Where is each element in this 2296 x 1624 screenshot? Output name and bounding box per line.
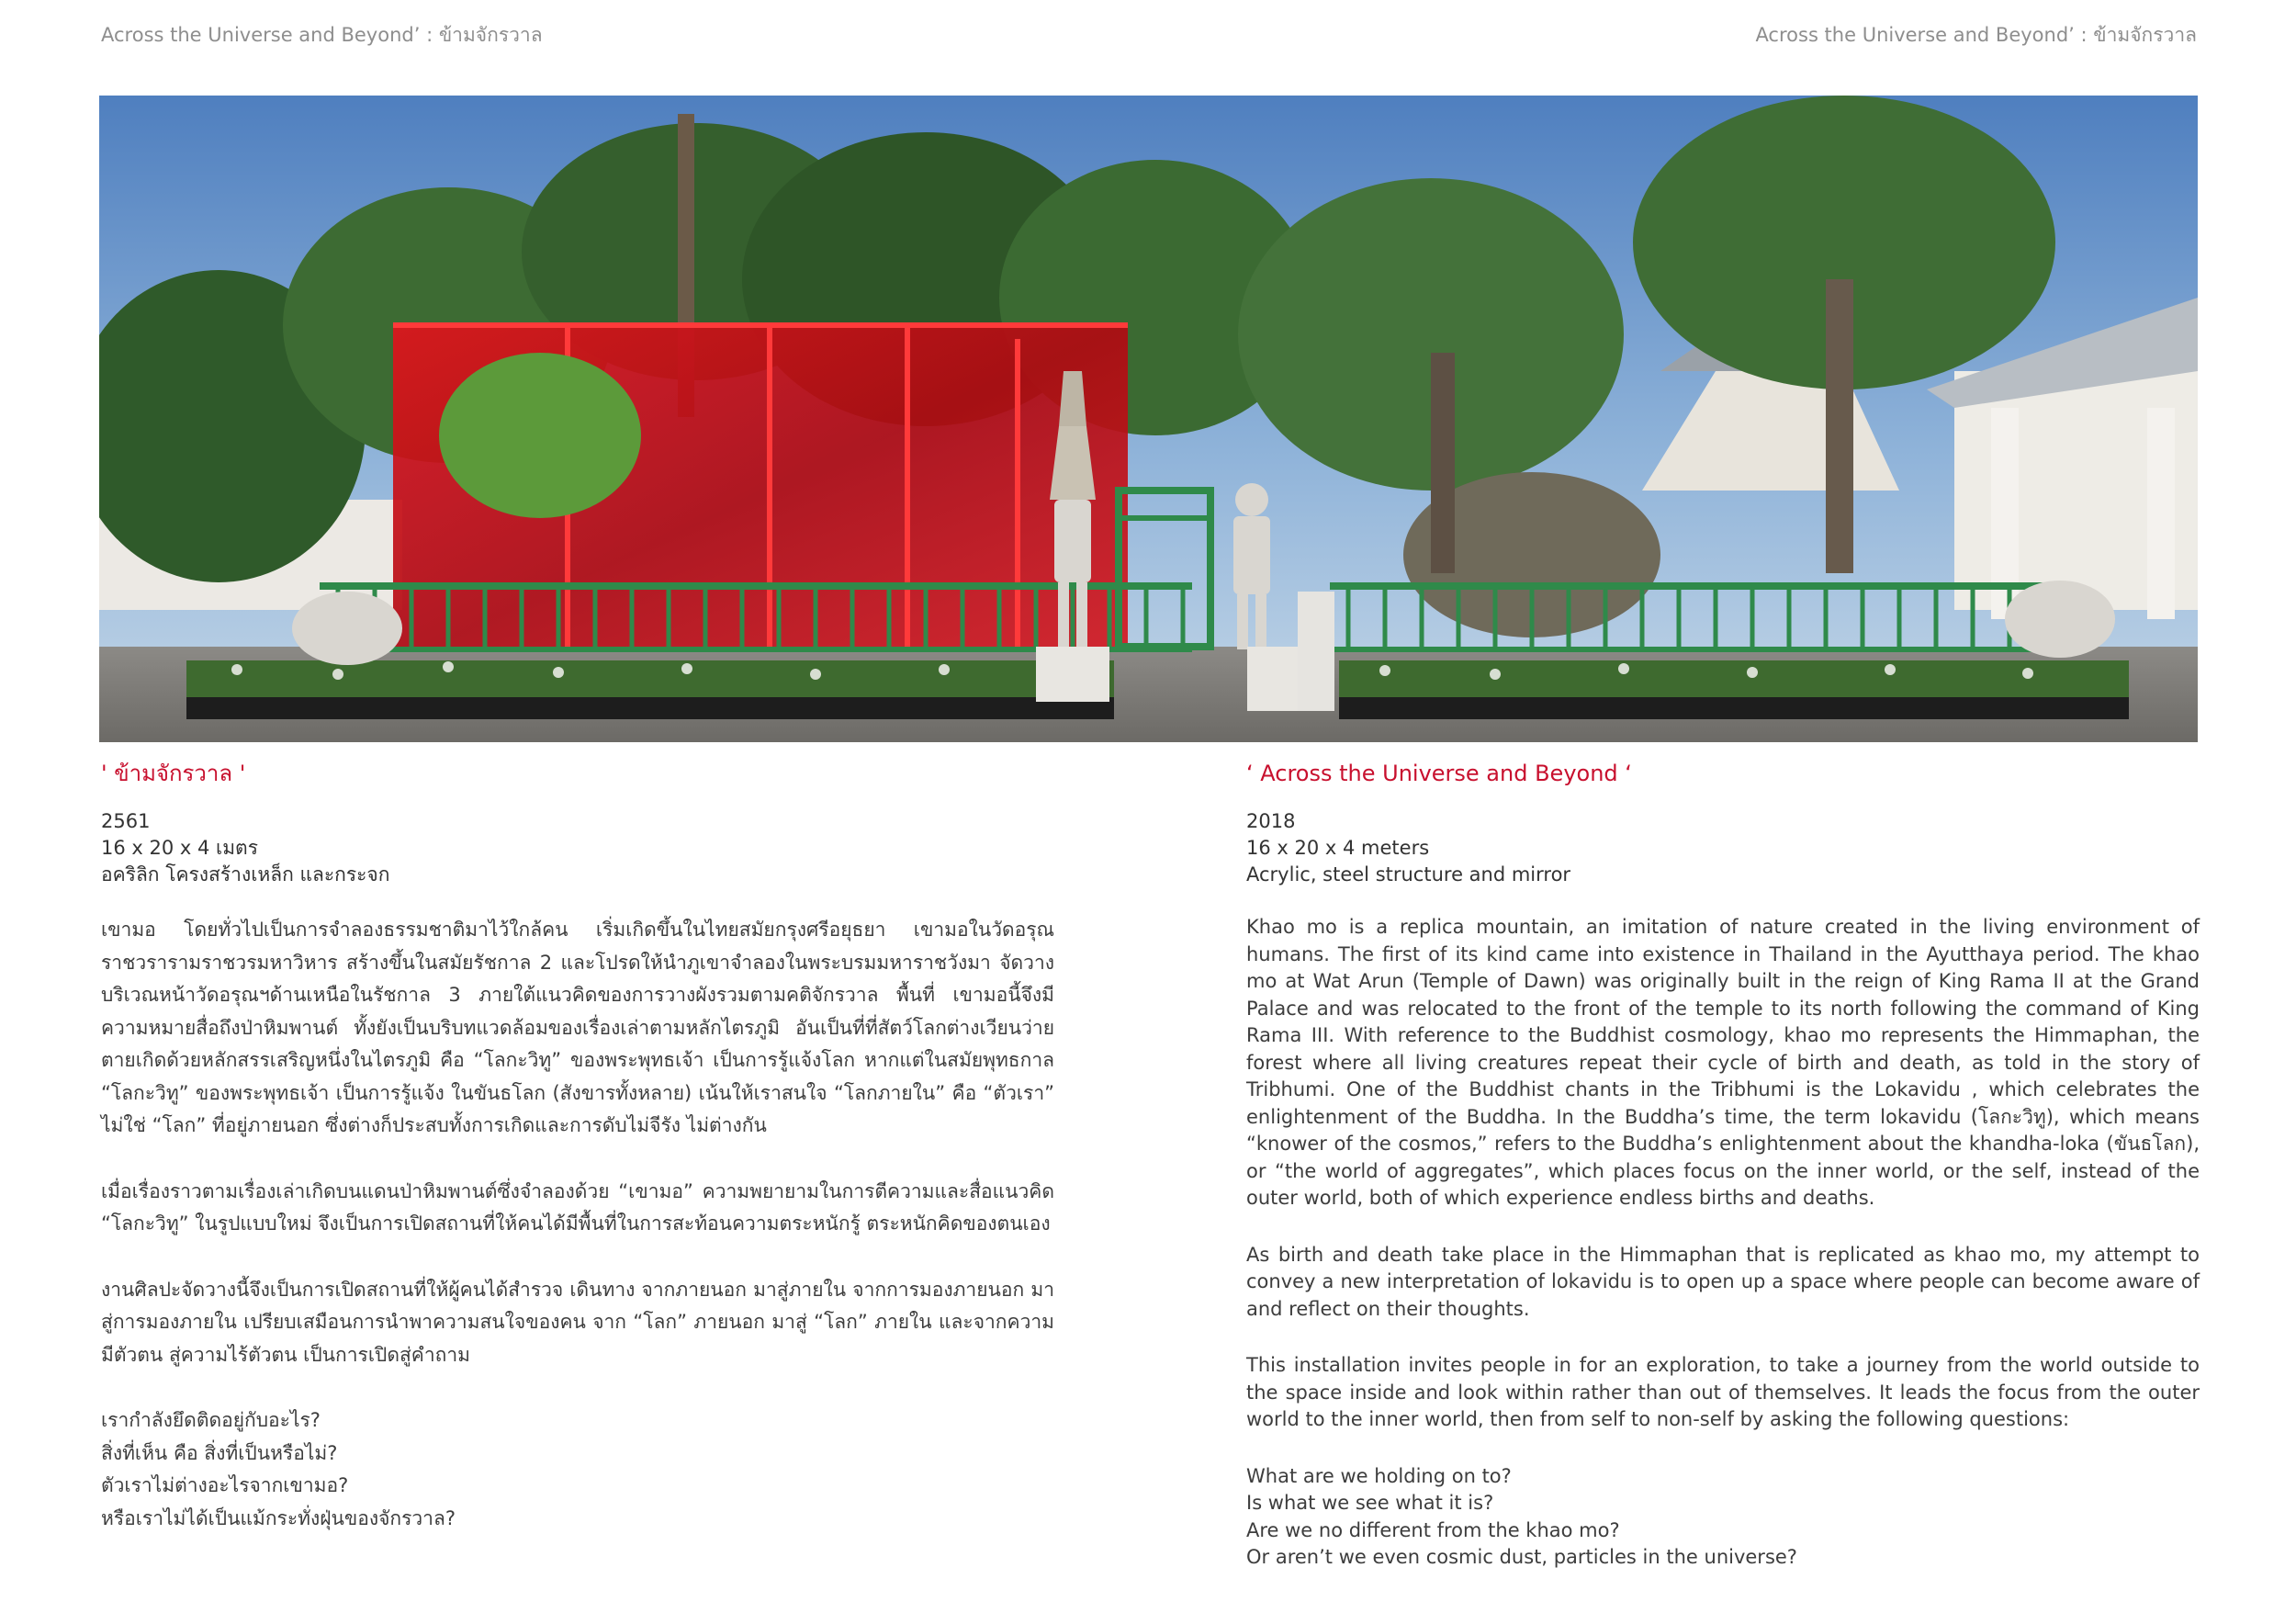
artwork-materials: อคริลิก โครงสร้างเหล็ก และกระจก (101, 863, 390, 885)
question-item: Are we no different from the khao mo? (1246, 1518, 1620, 1541)
question-item: Is what we see what it is? (1246, 1492, 1494, 1514)
artwork-title-thai: ' ข้ามจักรวาล ' (101, 761, 246, 786)
question-item: สิ่งที่เห็น คือ สิ่งที่เป็นหรือไม่? (101, 1441, 338, 1464)
running-head-left: Across the Universe and Beyond’ : ข้ามจักรวาล (101, 24, 543, 46)
artwork-meta-thai (101, 808, 1054, 888)
body-paragraph: เขามอ โดยทั่วไปเป็นการจำลองธรรมชาติมาไว้ใกล้คน เริ่มเกิดขึ้นในไทยสมัยกรุงศรีอยุธยา เขามอในวัดอรุณราชวรารามราชวรมหาวิหาร สร้างขึ้นในสมัยรัชกาล 2 และโปรดให้นำภูเขาจำลองในพระบรมมหาราชวังมา จัดวางบริเวณหน้าวัดอรุณฯด้านเหนือในรัชกาล 3 ภายใต้แนวคิดของการวางผังรวมตามคติจักรวาล พื้นที่ เขามอนี้จึงมีความหมายสื่อถึงป่าหิมพานต์ ทั้งยังเป็นบริบทแวดล้อมของเรื่องเล่าตามหลักไตรภูมิ อันเป็นที่ที่สัตว์โลกต่างเวียนว่ายตายเกิดด้วยหลักสรรเสริญหนึ่งในไตรภูมิ คือ “โลกะวิทู” ของพระพุทธเจ้า เป็นการรู้แจ้งโลก หากแต่ในสมัยพุทธกาล “โลกะวิทู” ของพระพุทธเจ้า เป็นการรู้แจ้ง ในขันธโลก (สังขารทั้งหลาย) เน้นให้เราสนใจ “โลกภายใน” คือ “ตัวเรา” ไม่ใช่ “โลก” ที่อยู่ภายนอก ซึ่งต่างก็ประสบทั้งการเกิดและการดับไม่จีรัง ไม่ต่างกัน (101, 919, 1054, 1136)
artwork-dimensions: 16 x 20 x 4 meters (1246, 837, 1430, 859)
installation-photo (99, 96, 2198, 742)
question-item: What are we holding on to? (1246, 1464, 1512, 1487)
artwork-meta-english (1246, 808, 2200, 888)
body-paragraph: เมื่อเรื่องราวตามเรื่องเล่าเกิดบนแดนป่าหิมพานต์ซึ่งจำลองด้วย “เขามอ” ความพยายามในการตีความและสื่อแนวคิด “โลกะวิทู” ในรูปแบบใหม่ จึงเป็นการเปิดสถานที่ให้คนได้มีพื้นที่ในการสะท้อนความตระหนักรู้ ตระหนักคิดของตนเอง (101, 1179, 1054, 1235)
body-paragraph: As birth and death take place in the Himmaphan that is replicated as khao mo, my attempt to convey a new interpretation of lokavidu is to open up a space where people can become aware of and reflect on their thoughts. (1246, 1243, 2200, 1320)
body-paragraph: Khao mo is a replica mountain, an imitation of nature created in the living environment of humans. The first of its kind came into existence in Thailand in the Ayutthaya period. The khao mo at Wat Arun (Temple of Dawn) was originally built in the reign of King Rama II at the Grand Palace and was relocated to the front of the temple to its north following the command of King Rama III. With reference to the Buddhist cosmology, khao mo represents the Himmaphan, the forest where all living creatures repeat their cycle of birth and death, as told in the story of Tribhumi. One of the Buddhist chants in the Tribhumi is the Lokavidu , which celebrates the enlightenment of the Buddha. In the Buddha’s time, the term lokavidu (โลกะวิทู), which means “knower of the cosmos,” refers to the Buddha’s enlightenment about the khandha-loka (ขันธโลก), or “the world of aggregates”, which places focus on the inner world, or the self, instead of the outer world, both of which experience endless births and deaths. (1246, 916, 2200, 1209)
artwork-materials: Acrylic, steel structure and mirror (1246, 863, 1571, 885)
body-paragraph: งานศิลปะจัดวางนี้จึงเป็นการเปิดสถานที่ให้ผู้คนได้สำรวจ เดินทาง จากภายนอก มาสู่ภายใน จากการมองภายนอก มาสู่การมองภายใน เปรียบเสมือนการนำพาความสนใจของคน จาก “โลก” ภายนอก มาสู่ “โลก” ภายใน และจากความมีตัวตน สู่ความไร้ตัวตน เป็นการเปิดสู่คำถาม (101, 1278, 1054, 1366)
artwork-year: 2561 (101, 810, 151, 832)
thai-column (101, 759, 1054, 1535)
question-list (1246, 1463, 2200, 1572)
body-paragraph: This installation invites people in for an exploration, to take a journey from the world outside to the space inside and look within rather than out of themselves. It leads the focus from the outer world to the inner world, then from self to non-self by asking the following questions: (1246, 1354, 2200, 1430)
question-item: ตัวเราไม่ต่างอะไรจากเขามอ? (101, 1474, 349, 1496)
running-head-right: Across the Universe and Beyond’ : ข้ามจักรวาล (1755, 24, 2197, 46)
english-column (1246, 759, 2200, 1572)
artwork-year: 2018 (1246, 810, 1296, 832)
artwork-dimensions: 16 x 20 x 4 เมตร (101, 837, 258, 859)
artwork-title-english: ‘ Across the Universe and Beyond ‘ (1246, 761, 1632, 786)
question-item: เรากำลังยึดติดอยู่กับอะไร? (101, 1409, 321, 1431)
question-item: หรือเราไม่ได้เป็นแม้กระทั่งฝุ่นของจักรวาล? (101, 1506, 456, 1529)
question-list (101, 1404, 1054, 1535)
question-item: Or aren’t we even cosmic dust, particles in the universe? (1246, 1546, 1797, 1568)
